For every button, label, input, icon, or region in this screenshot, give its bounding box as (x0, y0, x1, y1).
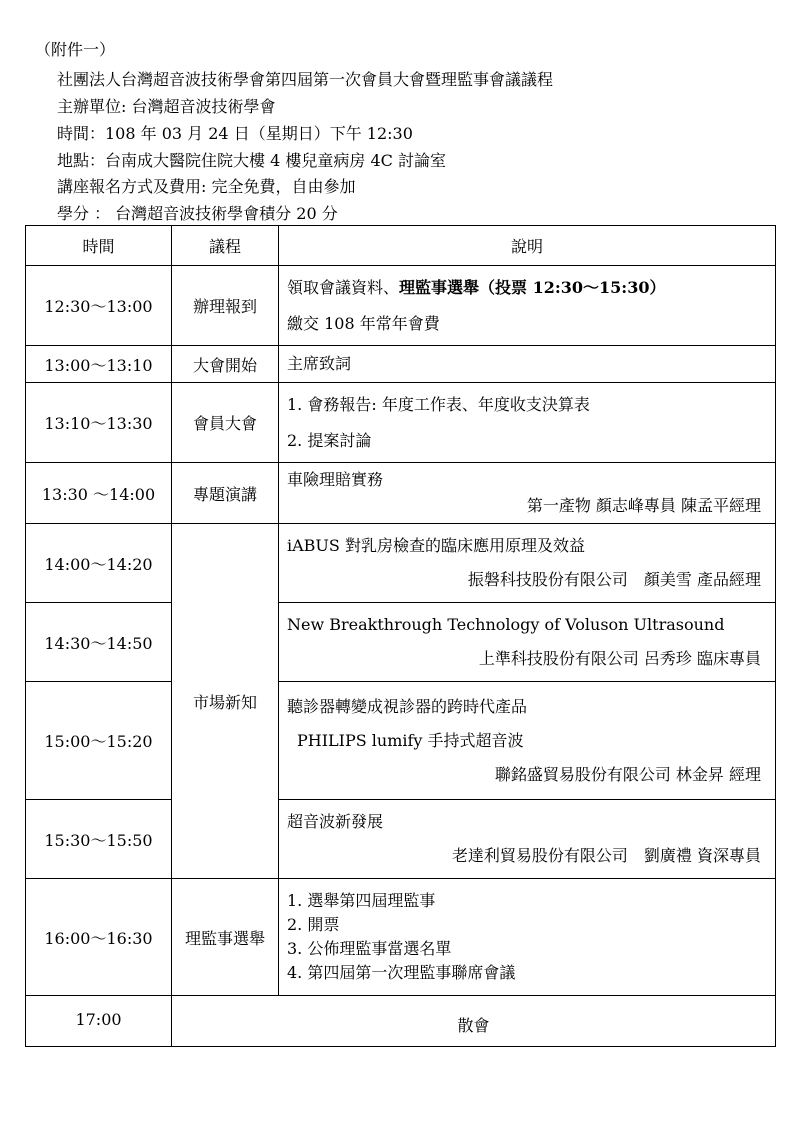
table-row (26, 879, 776, 996)
row-time: 12:30～13:00 (26, 266, 172, 346)
row-time: 17:00 (26, 996, 172, 1047)
header-item: 議程 (172, 226, 279, 266)
table-row (26, 346, 776, 383)
row-time: 13:00～13:10 (26, 346, 172, 383)
table-row (26, 463, 776, 524)
row-time: 15:00～15:20 (26, 682, 172, 800)
row-time: 14:00～14:20 (26, 524, 172, 603)
row-item: 理監事選舉 (172, 879, 279, 996)
row-time: 14:30～14:50 (26, 603, 172, 682)
registration-line: 講座報名方式及費用: 完全免費，自由參加 (57, 177, 356, 196)
desc-line: 繳交 108 年常年會費 (287, 313, 440, 333)
location-line: 地點：台南成大醫院住院大樓 4 樓兒童病房 4C 討論室 (57, 151, 446, 170)
desc-line: 振磐科技股份有限公司 顏美雪 產品經理 (467, 570, 761, 589)
organizer-line: 主辦單位: 台灣超音波技術學會 (57, 97, 276, 116)
desc-line: 主席致詞 (287, 354, 352, 373)
row-time: 13:30 ～14:00 (26, 463, 172, 524)
desc-line: 車險理賠實務 (287, 470, 384, 489)
row-desc (279, 346, 776, 383)
desc-line: PHILIPS lumify 手持式超音波 (297, 730, 524, 750)
row-item: 會員大會 (172, 383, 279, 463)
table-row (26, 682, 776, 800)
row-desc (279, 524, 776, 603)
document-title: 社團法人台灣超音波技術學會第四屆第一次會員大會暨理監事會議議程 (57, 70, 554, 89)
row-desc (279, 800, 776, 879)
table-row (26, 524, 776, 603)
desc-line: New Breakthrough Technology of Voluson Ultrasound (287, 615, 725, 634)
desc-line: 1. 選舉第四屆理監事 (287, 891, 436, 910)
row-time: 13:10～13:30 (26, 383, 172, 463)
row-item: 專題演講 (172, 463, 279, 524)
desc-line: 上準科技股份有限公司 呂秀珍 臨床專員 (478, 649, 761, 668)
desc-line: iABUS 對乳房檢查的臨床應用原理及效益 (287, 536, 585, 555)
row-desc (279, 383, 776, 463)
desc-line: 3. 公佈理監事當選名單 (287, 939, 452, 958)
row-desc: 散會 (172, 996, 776, 1047)
row-item: 大會開始 (172, 346, 279, 383)
row-desc (279, 603, 776, 682)
row-item: 辦理報到 (172, 266, 279, 346)
desc-line: 超音波新發展 (287, 812, 384, 831)
row-desc (279, 266, 776, 346)
header-desc: 說明 (279, 226, 776, 266)
desc-line: 2. 提案討論 (287, 430, 372, 450)
desc-text: 領取會議資料、 (287, 277, 400, 297)
desc-line: 老達利貿易股份有限公司 劉廣禮 資深專員 (451, 846, 761, 865)
time-line: 時間：108 年 03 月 24 日（星期日）下午 12:30 (57, 124, 413, 143)
credits-line: 學分 ： 台灣超音波技術學會積分 20 分 (57, 204, 338, 223)
agenda-table (25, 225, 776, 1047)
table-row (26, 996, 776, 1047)
table-row (26, 603, 776, 682)
table-row (26, 383, 776, 463)
row-desc (279, 463, 776, 524)
desc-line: 聽診器轉變成視診器的跨時代產品 (287, 696, 528, 716)
desc-line (287, 275, 761, 301)
desc-line: 2. 開票 (287, 915, 340, 934)
table-header-row (26, 226, 776, 266)
row-desc (279, 879, 776, 996)
header-time: 時間 (26, 226, 172, 266)
row-time: 15:30～15:50 (26, 800, 172, 879)
table-row (26, 266, 776, 346)
desc-line: 1. 會務報告: 年度工作表、年度收支決算表 (287, 394, 590, 414)
desc-line: 第一產物 顏志峰專員 陳孟平經理 (526, 496, 761, 515)
desc-line: 4. 第四屆第一次理監事聯席會議 (287, 963, 516, 982)
desc-emphasis: 理監事選舉（投票 12:30～15:30） (399, 277, 666, 297)
row-time: 16:00～16:30 (26, 879, 172, 996)
row-item: 市場新知 (172, 524, 279, 879)
annex-label: （附件一） (35, 40, 116, 59)
desc-line: 聯銘盛貿易股份有限公司 林金昇 經理 (494, 764, 761, 784)
row-desc (279, 682, 776, 800)
table-row (26, 800, 776, 879)
